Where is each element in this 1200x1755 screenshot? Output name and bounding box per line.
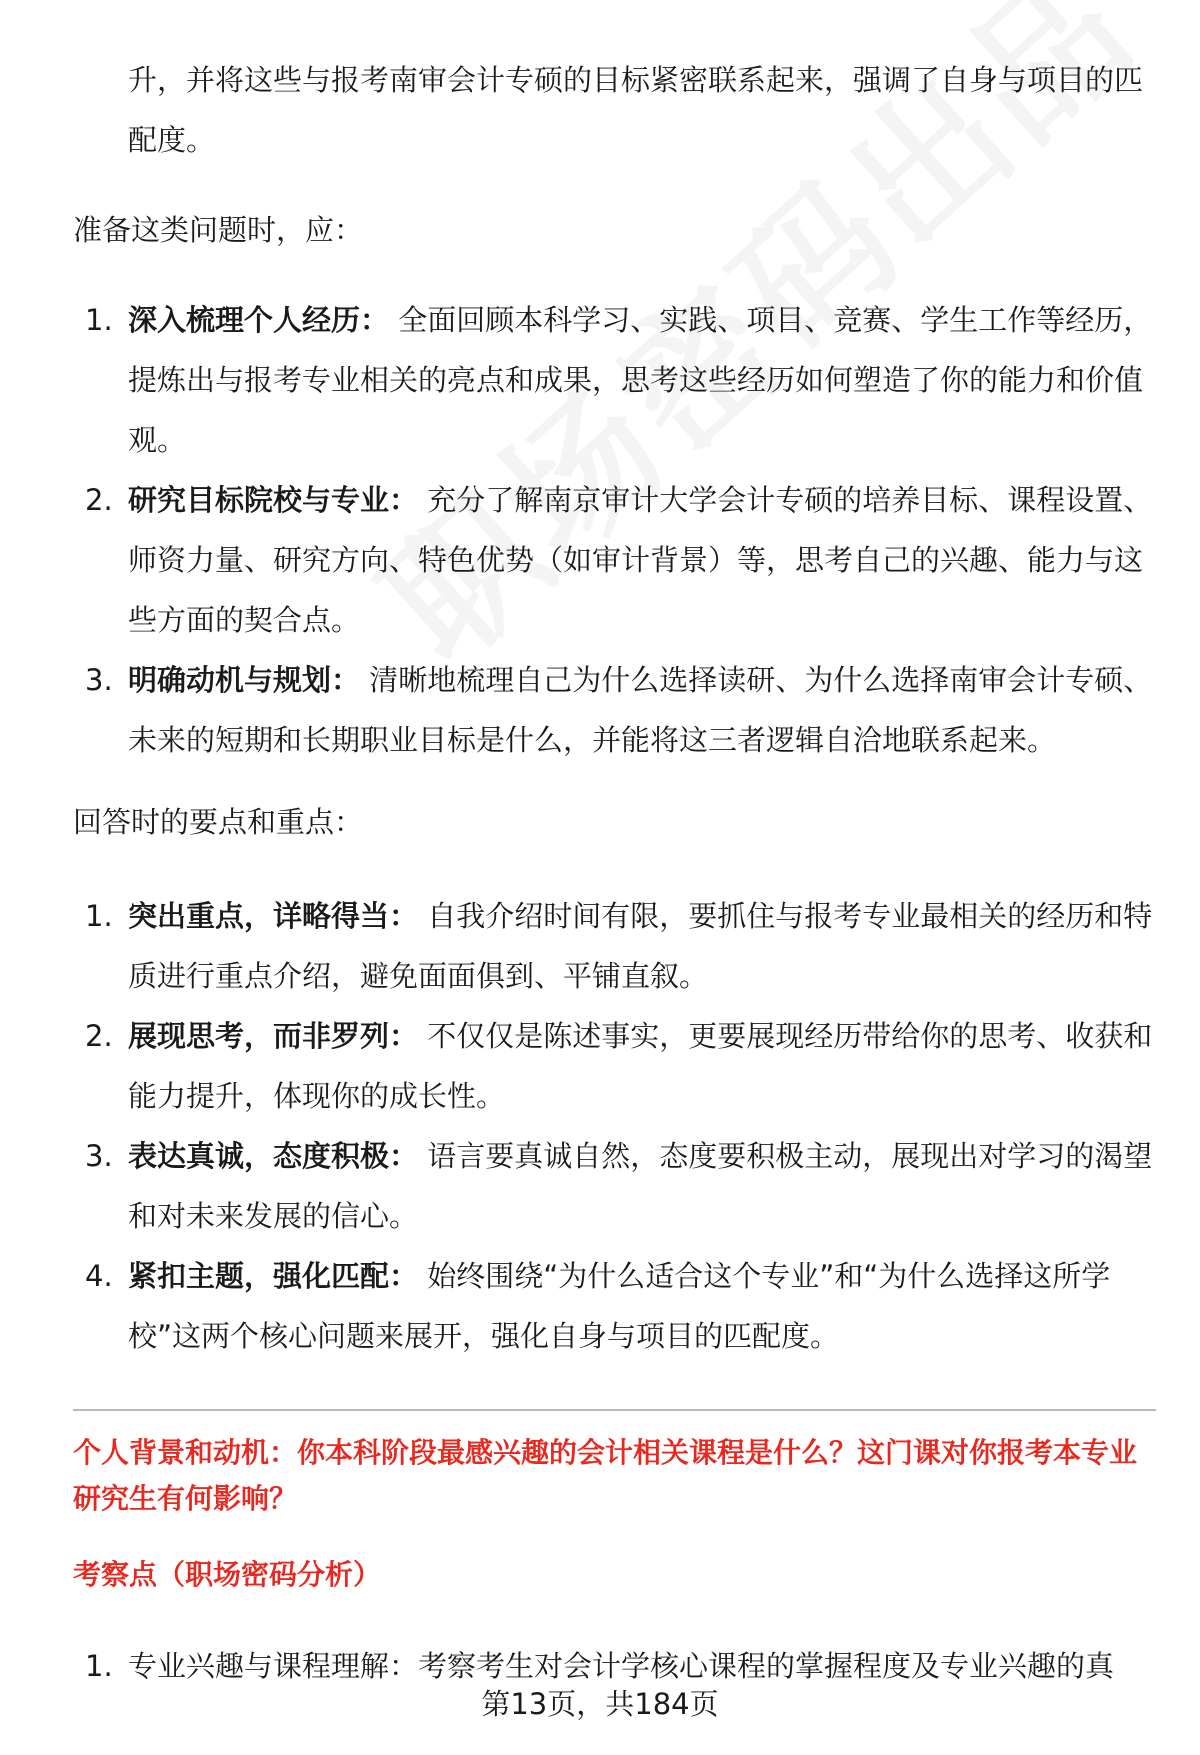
- answer-list: [73, 886, 1153, 1366]
- list-item-heading: 紧扣主题，强化匹配：: [128, 1259, 419, 1293]
- list-item-heading: 突出重点，详略得当：: [128, 899, 419, 933]
- list-item-text: 语言要真诚自然，态度要积极主动，展现出对学习的渴望和对未来发展的信心。: [128, 1139, 1153, 1233]
- section-title: 考察点（职场密码分析）: [73, 1558, 382, 1591]
- list-item-text: 全面回顾本科学习、实践、项目、竞赛、学生工作等经历，提炼出与报考专业相关的亮点和成果，思考这些经历如何塑造了你的能力和价值观。: [128, 303, 1153, 457]
- prepare-intro: 准备这类问题时，应：: [73, 213, 364, 247]
- list-item-heading: 明确动机与规划：: [128, 663, 361, 697]
- list-item: [73, 470, 1153, 650]
- list-number: 1.: [85, 899, 113, 933]
- list-item: [73, 1006, 1153, 1126]
- list-number: 2.: [85, 483, 113, 517]
- list-number: 3.: [85, 663, 113, 697]
- list-number: 1.: [85, 1649, 113, 1683]
- page-footer: 第13页，共184页: [0, 1684, 1200, 1724]
- answer-intro: 回答时的要点和重点：: [73, 805, 364, 839]
- list-item: [73, 1126, 1153, 1246]
- list-item-text: 充分了解南京审计大学会计专硕的培养目标、课程设置、师资力量、研究方向、特色优势（如审计背景）等，思考自己的兴趣、能力与这些方面的契合点。: [128, 483, 1153, 637]
- list-number: 3.: [85, 1139, 113, 1173]
- list-item-text: 自我介绍时间有限，要抓住与报考专业最相关的经历和特质进行重点介绍，避免面面俱到、平铺直叙。: [128, 899, 1153, 993]
- list-item-text: 不仅仅是陈述事实，更要展现经历带给你的思考、收获和能力提升，体现你的成长性。: [128, 1019, 1153, 1113]
- question-title: 个人背景和动机：你本科阶段最感兴趣的会计相关课程是什么？这门课对你报考本专业研究生有何影响？: [73, 1436, 1138, 1515]
- list-item: [73, 650, 1153, 770]
- list-item-text: 始终围绕“为什么适合这个专业”和“为什么选择这所学校”这两个核心问题来展开，强化自身与项目的匹配度。: [128, 1259, 1111, 1353]
- list-item-text: 清晰地梳理自己为什么选择读研、为什么选择南审会计专硕、未来的短期和长期职业目标是什么，并能将这三者逻辑自洽地联系起来。: [128, 663, 1153, 757]
- continuation-paragraph: 升，并将这些与报考南审会计专硕的目标紧密联系起来，强调了自身与项目的匹配度。: [128, 63, 1144, 157]
- section-divider: [73, 1409, 1156, 1411]
- list-item-heading: 展现思考，而非罗列：: [128, 1019, 419, 1053]
- list-number: 4.: [85, 1259, 113, 1293]
- list-item: [73, 886, 1153, 1006]
- list-item: [73, 1246, 1153, 1366]
- list-item: [73, 290, 1153, 470]
- list-item-heading: 表达真诚，态度积极：: [128, 1139, 419, 1173]
- list-item-text: 专业兴趣与课程理解：考察考生对会计学核心课程的掌握程度及专业兴趣的真: [128, 1649, 1115, 1683]
- list-number: 2.: [85, 1019, 113, 1053]
- list-item-heading: 深入梳理个人经历：: [128, 303, 390, 337]
- list-number: 1.: [85, 303, 113, 337]
- list-item-heading: 研究目标院校与专业：: [128, 483, 419, 517]
- prepare-list: [73, 290, 1153, 770]
